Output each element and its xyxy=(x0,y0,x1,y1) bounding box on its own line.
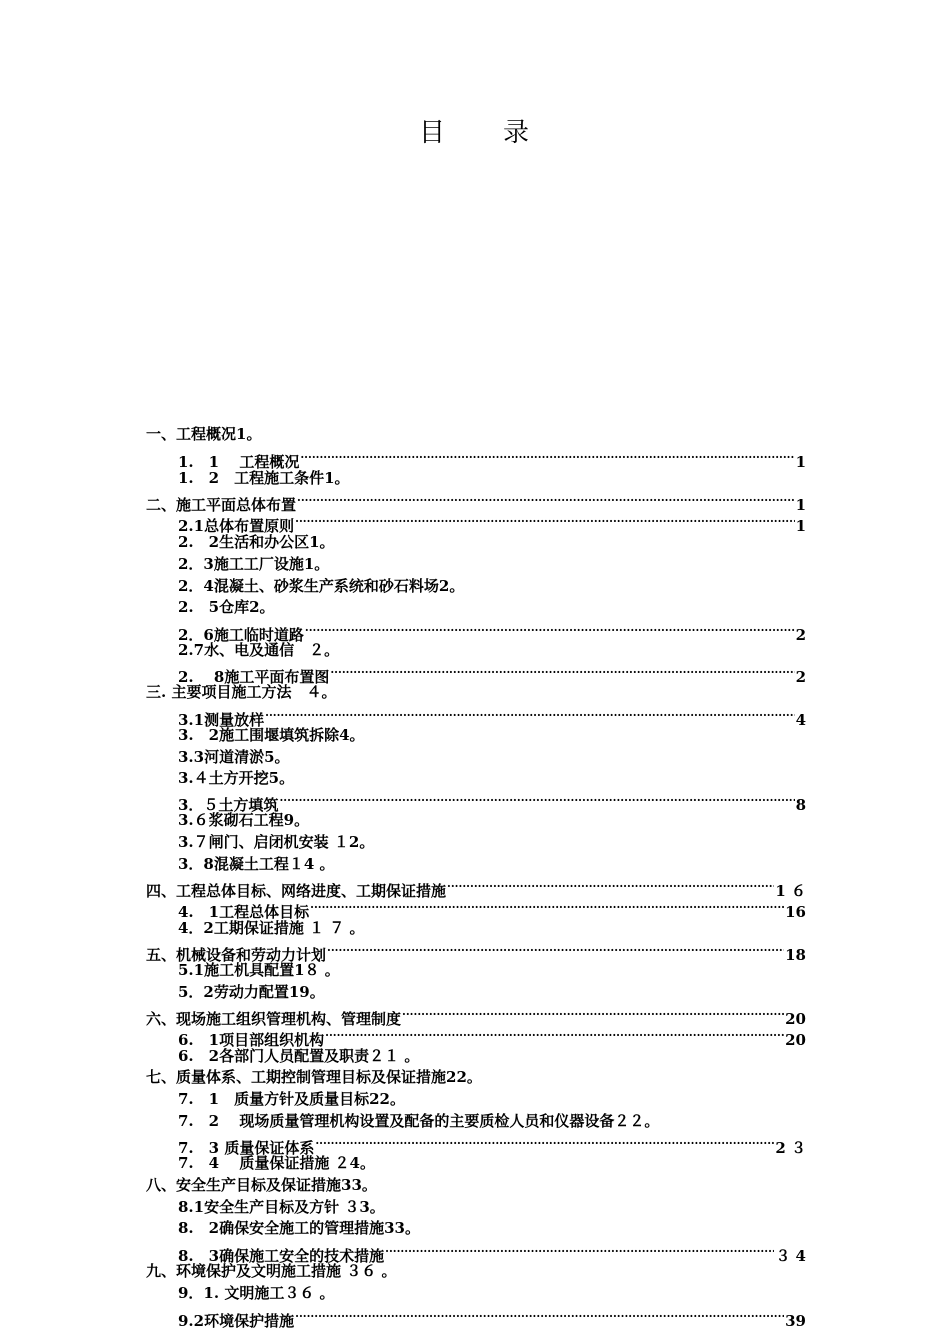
toc-entry-label: 8. 3确保施工安全的技术措施 xyxy=(178,1247,385,1265)
toc-entry-label: 2．3施工工厂设施1。 xyxy=(178,555,330,573)
toc-entry-label: 四、工程总体目标、网络进度、工期保证措施 xyxy=(146,882,447,900)
toc-entry[interactable] xyxy=(178,896,806,921)
toc-entry[interactable] xyxy=(178,725,806,746)
toc-entry-label: 6. 2各部门人员配置及职责２１ 。 xyxy=(178,1047,420,1065)
toc-entry[interactable] xyxy=(178,747,806,768)
toc-entry-label: 3.７闸门、启闭机安装 １2。 xyxy=(178,833,375,851)
dot-leader xyxy=(300,446,794,467)
dot-leader xyxy=(315,1132,774,1153)
toc-entry[interactable] xyxy=(178,1218,806,1239)
toc-entry[interactable] xyxy=(178,854,806,875)
toc-entry[interactable] xyxy=(146,1003,806,1028)
toc-entry-page: 20 xyxy=(785,1031,806,1049)
toc-entry[interactable] xyxy=(178,597,806,618)
toc-entry[interactable] xyxy=(146,875,806,900)
toc-entry[interactable] xyxy=(178,1283,806,1304)
dot-leader xyxy=(447,875,774,896)
toc-entry-label: 三. 主要项目施工方法 ４。 xyxy=(146,683,337,701)
toc-entry[interactable] xyxy=(178,576,806,597)
toc-entry[interactable] xyxy=(146,1261,806,1282)
toc-entry[interactable] xyxy=(178,789,806,814)
toc-entry-label: 4. 1工程总体目标 xyxy=(178,903,310,921)
toc-entry[interactable] xyxy=(178,768,806,789)
toc-entry[interactable] xyxy=(178,510,806,535)
toc-entry-label: 3.3河道清淤5。 xyxy=(178,748,290,766)
toc-entry-label: 3.６浆砌石工程9。 xyxy=(178,811,310,829)
toc-entry-page: 2 xyxy=(795,626,806,644)
toc-entry-label: 五、机械设备和劳动力计划 xyxy=(146,946,327,964)
toc-entry[interactable] xyxy=(178,960,806,981)
toc-entry-label: 2．6施工临时道路 xyxy=(178,626,304,644)
dot-leader xyxy=(385,1240,774,1261)
toc-entry-label: 7. 1 质量方针及质量目标22。 xyxy=(178,1090,405,1108)
toc-entry[interactable] xyxy=(178,704,806,729)
toc-entry-label: 6. 1项目部组织机构 xyxy=(178,1031,325,1049)
toc-entry[interactable] xyxy=(178,832,806,853)
toc-entry[interactable] xyxy=(178,468,806,489)
dot-leader xyxy=(297,489,795,510)
toc-entry-page: 2 ３ xyxy=(775,1139,806,1157)
toc-entry-label: 7. 3 质量保证体系 xyxy=(178,1139,315,1157)
toc-entry[interactable] xyxy=(178,640,806,661)
toc-entry[interactable] xyxy=(178,661,806,686)
toc-entry[interactable] xyxy=(178,532,806,553)
toc-entry[interactable] xyxy=(178,554,806,575)
toc-entry-label: 7. 4 质量保证措施 ２4。 xyxy=(178,1154,375,1172)
toc-entry-label: 2.1总体布置原则 xyxy=(178,517,295,535)
toc-entry-label: 八、安全生产目标及保证措施33。 xyxy=(146,1176,377,1194)
dot-leader xyxy=(265,704,794,725)
toc-entry-label: 8. 2确保安全施工的管理措施33。 xyxy=(178,1219,420,1237)
toc-entry[interactable] xyxy=(178,1111,806,1132)
toc-entry[interactable] xyxy=(146,682,806,703)
toc-entry-label: 二、施工平面总体布置 xyxy=(146,496,297,514)
toc-entry-page: 4 xyxy=(795,711,806,729)
toc-entry[interactable] xyxy=(178,1240,806,1265)
toc-entry-page: 1 ６ xyxy=(775,882,806,900)
toc-entry[interactable] xyxy=(178,1046,806,1067)
toc-entry-label: 9.2环境保护措施 xyxy=(178,1312,295,1330)
toc-entry-label: 2. 5仓库2。 xyxy=(178,598,275,616)
toc-entry-label: 3.４土方开挖5。 xyxy=(178,769,295,787)
toc-entry[interactable] xyxy=(146,939,806,964)
toc-entry-page: ３ 4 xyxy=(775,1247,806,1265)
toc-entry-page: 1 xyxy=(795,453,806,471)
toc-entry-page: 1 xyxy=(795,517,806,535)
toc-entry-label: 六、现场施工组织管理机构、管理制度 xyxy=(146,1010,402,1028)
toc-entry-page: 39 xyxy=(785,1312,806,1330)
toc-entry-label: 七、质量体系、工期控制管理目标及保证措施22。 xyxy=(146,1068,482,1086)
dot-leader xyxy=(330,661,794,682)
toc-entry[interactable] xyxy=(178,918,806,939)
toc-entry-page: 2 xyxy=(795,668,806,686)
dot-leader xyxy=(310,896,784,917)
toc-entry[interactable] xyxy=(178,1153,806,1174)
toc-entry-label: 1. 2 工程施工条件1。 xyxy=(178,469,350,487)
toc-entry[interactable] xyxy=(178,1089,806,1110)
toc-entry-label: 5.1施工机具配置1８ 。 xyxy=(178,961,340,979)
toc-entry[interactable] xyxy=(178,1197,806,1218)
toc-entry-page: 20 xyxy=(785,1010,806,1028)
toc-entry-label: 4．2工期保证措施 １ ７ 。 xyxy=(178,919,365,937)
toc-entry[interactable] xyxy=(146,489,806,514)
toc-entry-page: 16 xyxy=(785,903,806,921)
dot-leader xyxy=(305,619,795,640)
toc-entry-label: 3．8混凝土工程１4 。 xyxy=(178,855,335,873)
toc-entry-page: 8 xyxy=(795,796,806,814)
toc-entry[interactable] xyxy=(178,810,806,831)
toc-entry-label: 5．2劳动力配置19。 xyxy=(178,983,325,1001)
toc-entry[interactable] xyxy=(146,424,806,445)
toc-entry-label: 3. 2施工围堰填筑拆除4。 xyxy=(178,726,365,744)
toc-entry-label: 9．1. 文明施工３６ 。 xyxy=(178,1284,335,1302)
toc-entry[interactable] xyxy=(146,1067,806,1088)
dot-leader xyxy=(327,939,784,960)
toc-entry-label: 1. 1 工程概况 xyxy=(178,453,300,471)
dot-leader xyxy=(295,1305,784,1326)
toc-entry[interactable] xyxy=(178,982,806,1003)
toc-entry-label: 3．５土方填筑 xyxy=(178,796,279,814)
page-title: 目 录 xyxy=(418,118,531,148)
toc-entry[interactable] xyxy=(178,619,806,644)
toc-entry-label: 九、环境保护及文明施工措施 ３６ 。 xyxy=(146,1262,397,1280)
toc-entry[interactable] xyxy=(178,1024,806,1049)
toc-entry-label: 一、工程概况1。 xyxy=(146,425,262,443)
dot-leader xyxy=(279,789,794,810)
toc-entry-label: 7. 2 现场质量管理机构设置及配备的主要质检人员和仪器设备２２。 xyxy=(178,1112,660,1130)
toc-entry-label: 2. 2生活和办公区1。 xyxy=(178,533,335,551)
dot-leader xyxy=(295,510,794,531)
dot-leader xyxy=(325,1024,784,1045)
toc-entry-label: 2. 8施工平面布置图 xyxy=(178,668,330,686)
dot-leader xyxy=(402,1003,784,1024)
toc-entry-label: 2．4混凝土、砂浆生产系统和砂石料场2。 xyxy=(178,577,465,595)
toc-entry-page: 18 xyxy=(785,946,806,964)
toc-entry-page: 1 xyxy=(795,496,806,514)
toc-entry[interactable] xyxy=(178,1305,806,1330)
toc-entry-label: 3.1测量放样 xyxy=(178,711,265,729)
toc-entry[interactable] xyxy=(178,446,806,471)
toc-entry-label: 8.1安全生产目标及方针 ３3。 xyxy=(178,1198,385,1216)
toc-entry[interactable] xyxy=(178,1132,806,1157)
toc-entry-label: 2.7水、电及通信 ２。 xyxy=(178,641,340,659)
toc-entry[interactable] xyxy=(146,1175,806,1196)
